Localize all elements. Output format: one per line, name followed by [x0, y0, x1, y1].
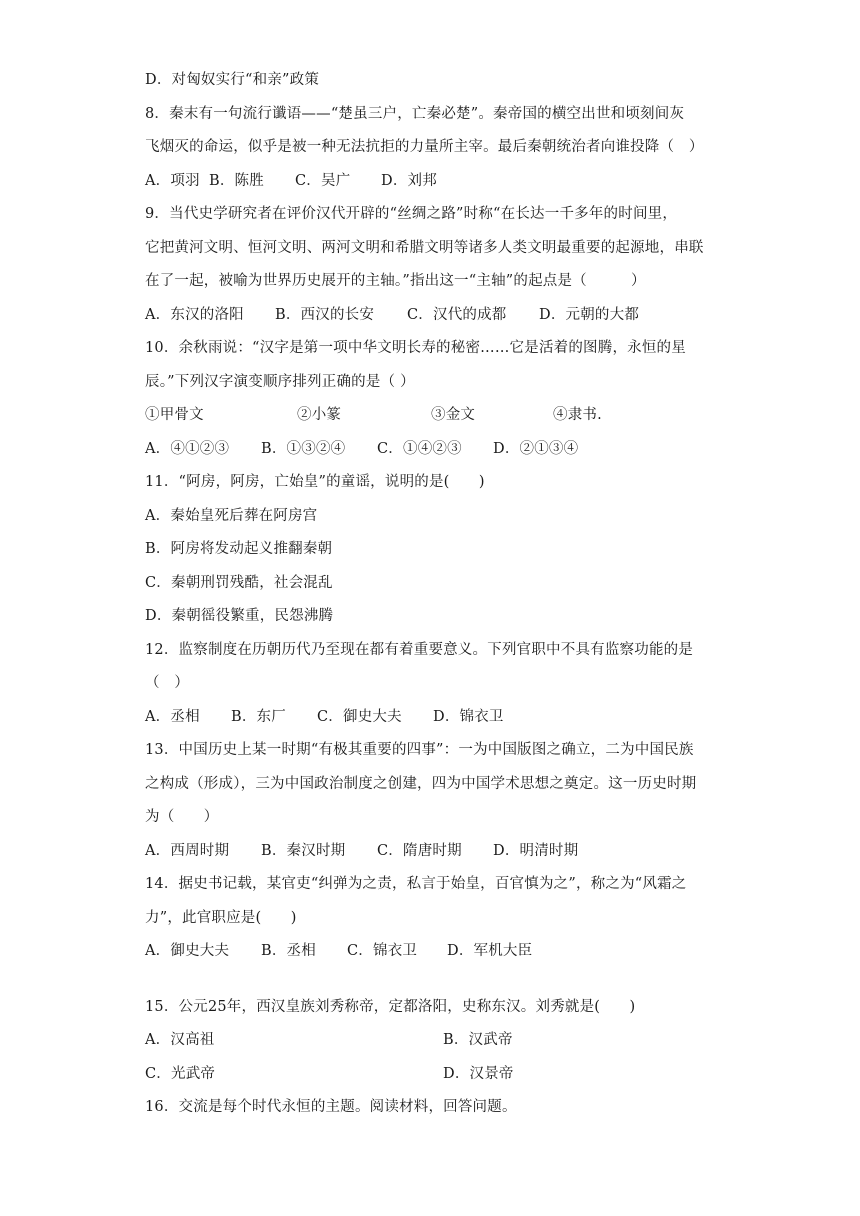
q13-options	[145, 835, 725, 869]
q9-options	[145, 299, 725, 333]
q10-option-a: A．④①②③	[145, 440, 230, 457]
q11-option-c: C．秦朝刑罚残酷，社会混乱	[145, 574, 333, 591]
q9-option-b: B．西汉的长安	[275, 306, 375, 323]
q10-item-2: ②小篆	[297, 407, 342, 423]
q10-stem-line-1: 10．余秋雨说：“汉字是第一项中华文明长寿的秘密……它是活着的图腾，永恒的星	[145, 340, 686, 356]
q9-stem-line-2: 它把黄河文明、恒河文明、两河文明和希腊文明等诸多人类文明最重要的起源地，串联	[145, 239, 704, 256]
q9-option-c: C．汉代的成都	[407, 306, 507, 323]
q12-option-d: D．锦衣卫	[433, 708, 504, 725]
q12-option-b: B．东厂	[231, 708, 286, 725]
q8-option-a: A．项羽	[145, 172, 200, 189]
q15-option-c: C．光武帝	[145, 1065, 216, 1082]
q13-option-b: B．秦汉时期	[261, 842, 346, 859]
q16-stem: 16．交流是每个时代永恒的主题。阅读材料，回答问题。	[145, 1099, 517, 1115]
q8-options	[145, 165, 725, 199]
q10-item-3: ③金文	[431, 407, 476, 423]
q13-stem-line-3: 为（ ）	[145, 809, 219, 825]
q14-option-b: B．丞相	[261, 943, 316, 959]
q12-stem-line-1: 12．监察制度在历朝历代乃至现在都有着重要意义。下列官职中不具有监察功能的是	[145, 641, 694, 658]
q13-stem-line-2: 之构成（形成），三为中国政治制度之创建，四为中国学术思想之奠定。这一历史时期	[145, 775, 697, 792]
q10-option-c: C．①④②③	[377, 440, 462, 457]
q12-options	[145, 701, 725, 735]
q9-option-a: A．东汉的洛阳	[145, 306, 244, 323]
q8-stem-line-2: 飞烟灭的命运，似乎是被一种无法抗拒的力量所主宰。最后秦朝统治者向谁投降（ ）	[145, 139, 704, 155]
q8-option-d: D．刘邦	[381, 172, 437, 189]
q14-option-c: C．锦衣卫	[347, 943, 418, 959]
q10-stem-line-2: 辰。”下列汉字演变顺序排列正确的是（ ）	[145, 373, 415, 390]
q8-stem-line-1: 8．秦末有一句流行谶语——“楚虽三户，亡秦必楚”。秦帝国的横空出世和顷刻间灰	[145, 105, 685, 122]
q10-option-d: D．②①③④	[493, 440, 579, 457]
q15-option-b: B．汉武帝	[443, 1032, 513, 1048]
q12-option-a: A．丞相	[145, 708, 200, 725]
q15-option-a: A．汉高祖	[145, 1032, 215, 1048]
q15-stem: 15．公元25年，西汉皇族刘秀称帝，定都洛阳，史称东汉。刘秀就是( )	[145, 998, 636, 1015]
q14-options	[145, 935, 725, 969]
q10-items	[145, 399, 725, 433]
q14-option-a: A．御史大夫	[145, 943, 230, 959]
q11-option-a: A．秦始皇死后葬在阿房宫	[145, 507, 318, 524]
q11-option-b: B．阿房将发动起义推翻秦朝	[145, 541, 333, 557]
q13-stem-line-1: 13．中国历史上某一时期“有极其重要的四事”：一为中国版图之确立，二为中国民族	[145, 742, 694, 758]
q10-options	[145, 433, 725, 467]
q13-option-c: C．隋唐时期	[377, 842, 462, 859]
q14-stem-line-2: 力”，此官职应是( )	[145, 909, 297, 926]
q8-option-c: C．吴广	[295, 172, 351, 189]
q15-options	[145, 1024, 725, 1091]
q14-option-d: D．军机大臣	[447, 943, 533, 959]
exam-page	[145, 64, 725, 1125]
q12-stem-line-2: （ ）	[145, 675, 190, 691]
q7-option-d: D．对匈奴实行“和亲”政策	[145, 72, 320, 88]
q13-option-d: D．明清时期	[493, 842, 579, 859]
q9-option-d: D．元朝的大都	[539, 306, 640, 323]
q12-option-c: C．御史大夫	[317, 708, 402, 725]
section-gap	[145, 969, 725, 991]
q13-option-a: A．西周时期	[145, 842, 230, 859]
q10-item-1: ①甲骨文	[145, 407, 204, 423]
q9-stem-line-1: 9．当代史学研究者在评价汉代开辟的“丝绸之路”时称“在长达一千多年的时间里，	[145, 206, 678, 222]
q11-stem: 11．“阿房，阿房，亡始皇”的童谣，说明的是( )	[145, 474, 485, 490]
q14-stem-line-1: 14．据史书记载，某官吏“纠弹为之责，私言于始皇，百官慎为之”，称之为“风霜之	[145, 876, 687, 892]
q10-item-4: ④隶书.	[553, 407, 602, 423]
q10-option-b: B．①③②④	[261, 440, 346, 457]
q9-stem-line-3: 在了一起，被喻为世界历史展开的主轴。”指出这一“主轴”的起点是（ ）	[145, 273, 646, 289]
q11-option-d: D．秦朝徭役繁重，民怨沸腾	[145, 608, 334, 624]
q15-option-d: D．汉景帝	[443, 1065, 514, 1082]
q8-option-b: B．陈胜	[209, 172, 264, 189]
